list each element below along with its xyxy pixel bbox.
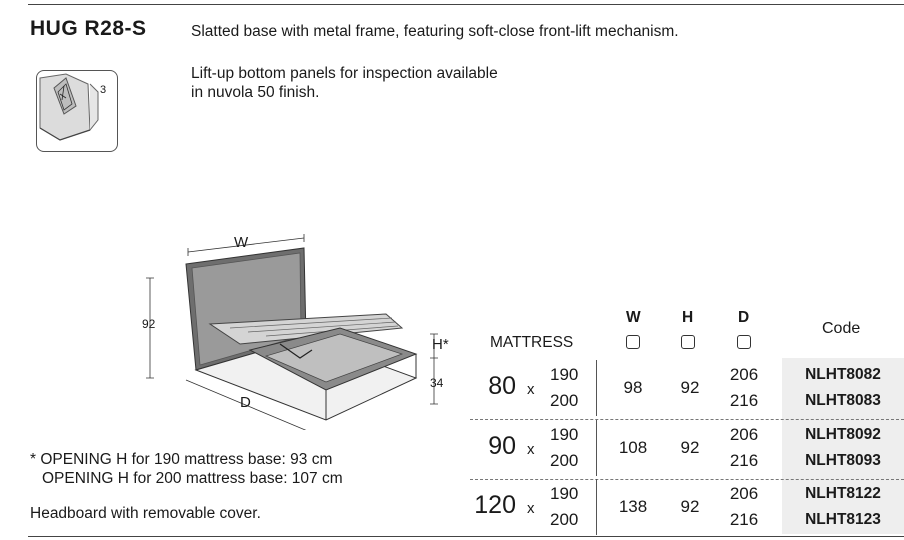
dim-w-label: W (234, 234, 249, 251)
times-sign: x (527, 381, 535, 398)
row-divider (596, 360, 597, 416)
column-d-box-icon (737, 335, 751, 349)
mattress-width: 120 (474, 491, 516, 519)
dim-h-label: H* (432, 336, 449, 353)
table-row (470, 358, 904, 418)
cell-code-1: NLHT8122 (805, 485, 881, 502)
times-sign: x (527, 441, 535, 458)
table-row (470, 477, 904, 537)
row-divider (596, 420, 597, 476)
cell-w: 108 (618, 438, 648, 457)
cell-h: 92 (680, 378, 700, 397)
bed-line-drawing (130, 220, 470, 430)
dim-height-total: 92 (142, 317, 156, 331)
cell-code-1: NLHT8092 (805, 426, 881, 443)
bed-drawing (130, 220, 470, 435)
mattress-length-2: 200 (550, 391, 579, 410)
footnote-opening-190: * OPENING H for 190 mattress base: 93 cm (30, 451, 333, 468)
mattress-length-1: 190 (550, 425, 579, 444)
mattress-length-1: 190 (550, 484, 579, 503)
footnote-opening-200: OPENING H for 200 mattress base: 107 cm (42, 470, 343, 487)
cell-code-2: NLHT8123 (805, 511, 881, 528)
column-h-box-icon (681, 335, 695, 349)
cell-code-1: NLHT8082 (805, 366, 881, 383)
cell-d-1: 206 (729, 365, 759, 384)
top-rule (28, 4, 904, 5)
table-header-w: W (626, 309, 641, 326)
bed-mechanism-icon (36, 70, 118, 152)
mattress-length-2: 200 (550, 510, 579, 529)
cell-h: 92 (680, 438, 700, 457)
footnote-headboard: Headboard with removable cover. (30, 505, 261, 522)
row-divider (596, 479, 597, 535)
cell-h: 92 (680, 497, 700, 516)
product-title: HUG R28-S (30, 17, 147, 40)
mattress-width: 80 (488, 372, 516, 400)
bottom-rule (28, 536, 904, 537)
cell-d-2: 216 (729, 391, 759, 410)
column-w-box-icon (626, 335, 640, 349)
dim-height-base: 34 (430, 376, 444, 390)
cell-d-2: 216 (729, 451, 759, 470)
mattress-width: 90 (488, 432, 516, 460)
cell-code-2: NLHT8083 (805, 392, 881, 409)
table-header-mattress: MATTRESS (490, 334, 574, 351)
table-header-h: H (682, 309, 694, 326)
dim-d-label: D (240, 394, 251, 411)
times-sign: x (527, 500, 535, 517)
table-header-d: D (738, 309, 750, 326)
cell-code-2: NLHT8093 (805, 452, 881, 469)
table-row (470, 418, 904, 478)
cell-w: 138 (618, 497, 648, 516)
product-note: Lift-up bottom panels for inspection available in nuvola 50 finish. (191, 65, 498, 101)
product-subtitle: Slatted base with metal frame, featuring soft-close front-lift mechanism. (191, 23, 679, 40)
cell-d-1: 206 (729, 484, 759, 503)
cell-w: 98 (623, 378, 643, 397)
table-header-code: Code (822, 320, 861, 337)
mechanism-badge (36, 70, 118, 152)
mattress-length-2: 200 (550, 451, 579, 470)
cell-d-2: 216 (729, 510, 759, 529)
mattress-length-1: 190 (550, 365, 579, 384)
cell-d-1: 206 (729, 425, 759, 444)
badge-number: 3 (100, 84, 107, 96)
